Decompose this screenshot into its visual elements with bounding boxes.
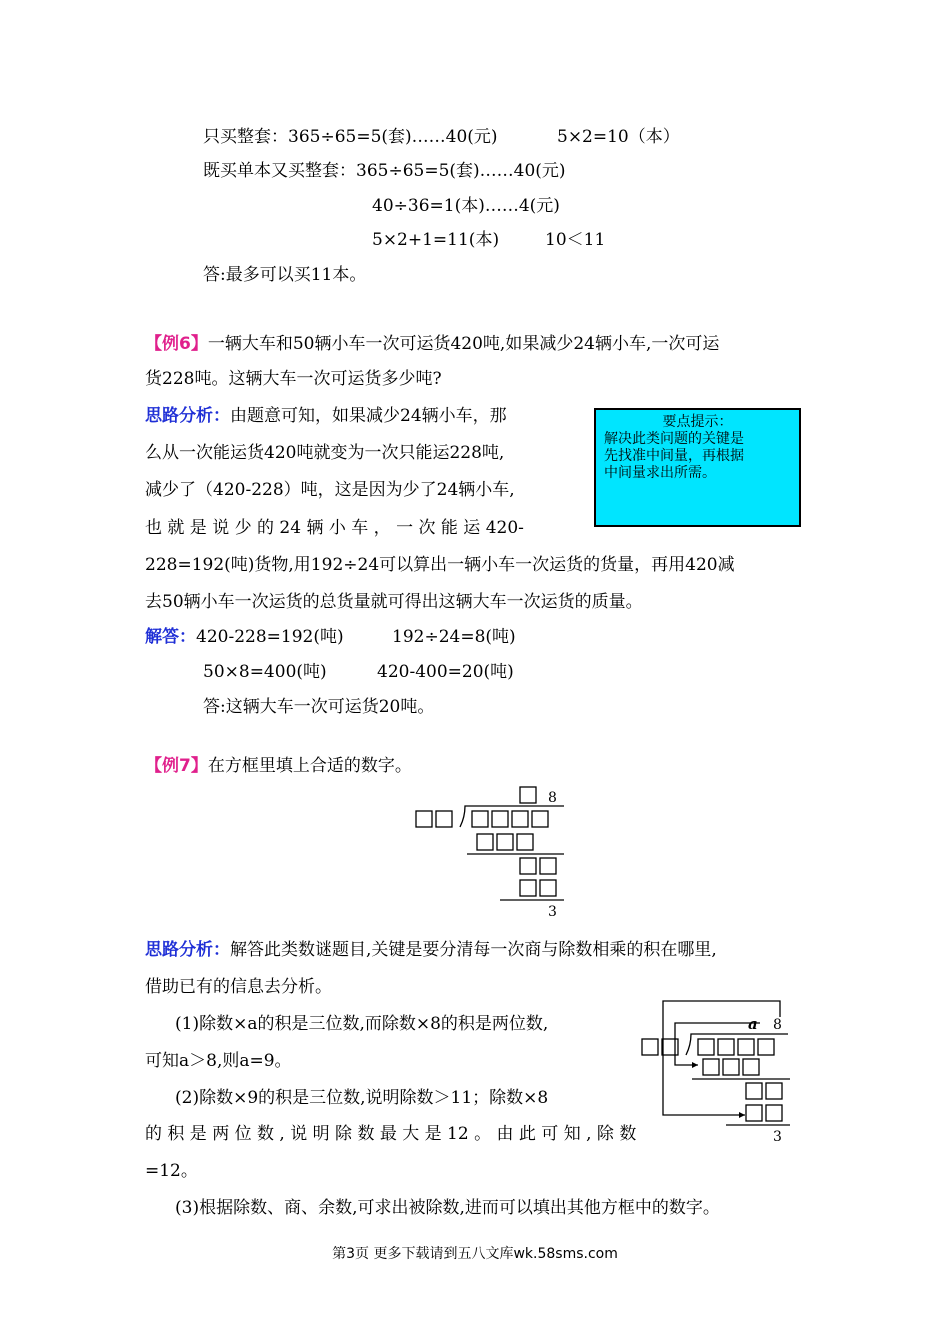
blank-box — [520, 880, 536, 896]
label-a: a — [748, 1015, 758, 1033]
line-mixed-2: 40÷36=1(本)……4(元) — [372, 196, 560, 216]
line-buy-sets: 只买整套：365÷65=5(套)……40(元) — [203, 127, 498, 147]
blank-box — [746, 1083, 762, 1099]
example-7-tag: 【例7】 — [145, 756, 208, 776]
solution-line-1: 解答：420-228=192(吨) — [145, 627, 344, 647]
example-6-question: 【例6】一辆大车和50辆小车一次可运货420吨,如果减少24辆小车,一次可运 — [145, 334, 720, 354]
example-7-question: 【例7】在方框里填上合适的数字。 — [145, 756, 412, 776]
page-footer: 第3页 更多下载请到五八文库wk.58sms.com — [332, 1246, 618, 1262]
example-7-analysis: 思路分析：解答此类数谜题目,关键是要分清每一次商与除数相乘的积在哪里, — [145, 940, 717, 960]
analysis-point-2c: =12。 — [145, 1161, 198, 1181]
division-bracket — [686, 1034, 788, 1055]
analysis-point-2b: 的 积 是 两 位 数 , 说 明 除 数 最 大 是 12 。 由 此 可 知 , 除 数 — [145, 1124, 637, 1144]
blank-box — [723, 1059, 739, 1075]
analysis-point-3: (3)根据除数、商、余数,可求出被除数,进而可以填出其他方框中的数字。 — [175, 1198, 720, 1218]
solution-line-2b: 420-400=20(吨) — [377, 662, 514, 682]
analysis-point-2: (2)除数×9的积是三位数,说明除数＞11；除数×8 — [175, 1088, 549, 1108]
quotient-digit: 8 — [548, 790, 557, 806]
blank-box — [698, 1039, 714, 1055]
blank-box — [758, 1039, 774, 1055]
answer-top: 答:最多可以买11本。 — [203, 265, 367, 285]
remainder-digit: 3 — [773, 1129, 782, 1145]
analysis-point-1: (1)除数×a的积是三位数,而除数×8的积是两位数, — [175, 1014, 549, 1034]
line-books-count: 5×2=10（本） — [557, 127, 680, 147]
analysis-line: 借助已有的信息去分析。 — [145, 977, 332, 997]
solution-line-1b: 192÷24=8(吨) — [392, 627, 516, 647]
analysis-line: 减少了（420-228）吨，这是因为少了24辆小车, — [145, 480, 515, 500]
blank-box — [532, 811, 548, 827]
blank-box — [746, 1105, 762, 1121]
analysis-line: 么从一次能运货420吨就变为一次只能运228吨, — [145, 443, 505, 463]
analysis-line: 也 就 是 说 少 的 24 辆 小 车 ， 一 次 能 运 420- — [145, 518, 524, 538]
hint-title: 要点提示： — [662, 414, 733, 430]
analysis-label: 思路分析： — [145, 940, 230, 960]
blank-box — [766, 1083, 782, 1099]
blank-box — [477, 834, 493, 850]
arrow-head — [692, 1062, 698, 1068]
blank-box — [472, 811, 488, 827]
example-6-question-2: 货228吨。这辆大车一次可运货多少吨? — [145, 369, 442, 389]
blank-box — [520, 787, 536, 803]
answer-example-6: 答:这辆大车一次可运货20吨。 — [203, 697, 435, 717]
blank-box — [743, 1059, 759, 1075]
solution-line-2: 50×8=400(吨) — [203, 662, 327, 682]
quotient-digit: 8 — [773, 1017, 782, 1033]
key-hint-box — [594, 408, 801, 527]
blank-box — [703, 1059, 719, 1075]
blank-box — [540, 880, 556, 896]
line-mixed: 既买单本又买整套：365÷65=5(套)……40(元) — [203, 161, 566, 181]
blank-box — [416, 811, 432, 827]
blank-box — [512, 811, 528, 827]
blank-box — [766, 1105, 782, 1121]
hint-line: 解决此类问题的关键是 — [604, 431, 744, 447]
blank-box — [517, 834, 533, 850]
remainder-digit: 3 — [548, 904, 557, 920]
line-compare: 10＜11 — [545, 230, 606, 250]
example-6-analysis: 思路分析：由题意可知，如果减少24辆小车，那 — [145, 406, 507, 426]
blank-box — [520, 858, 536, 874]
blank-box — [642, 1039, 658, 1055]
blank-box — [497, 834, 513, 850]
analysis-label: 思路分析： — [145, 406, 230, 426]
solution-label: 解答： — [145, 627, 196, 647]
arrow-head — [739, 1112, 745, 1118]
hint-line: 中间量求出所需。 — [604, 465, 716, 481]
blank-box — [718, 1039, 734, 1055]
analysis-line: 228=192(吨)货物,用192÷24可以算出一辆小车一次运货的货量，再用420减 — [145, 555, 735, 575]
annotated-division-figure — [640, 995, 800, 1145]
blank-box — [540, 858, 556, 874]
blank-box — [436, 811, 452, 827]
analysis-line: 去50辆小车一次运货的总货量就可得出这辆大车一次运货的质量。 — [145, 592, 643, 612]
analysis-point-1b: 可知a＞8,则a=9。 — [145, 1051, 292, 1071]
blank-box — [492, 811, 508, 827]
hint-line: 先找准中间量，再根据 — [604, 448, 744, 464]
example-6-tag: 【例6】 — [145, 334, 208, 354]
blank-box — [738, 1039, 754, 1055]
division-puzzle-figure — [410, 782, 580, 922]
line-mixed-3: 5×2+1=11(本) — [372, 230, 500, 250]
